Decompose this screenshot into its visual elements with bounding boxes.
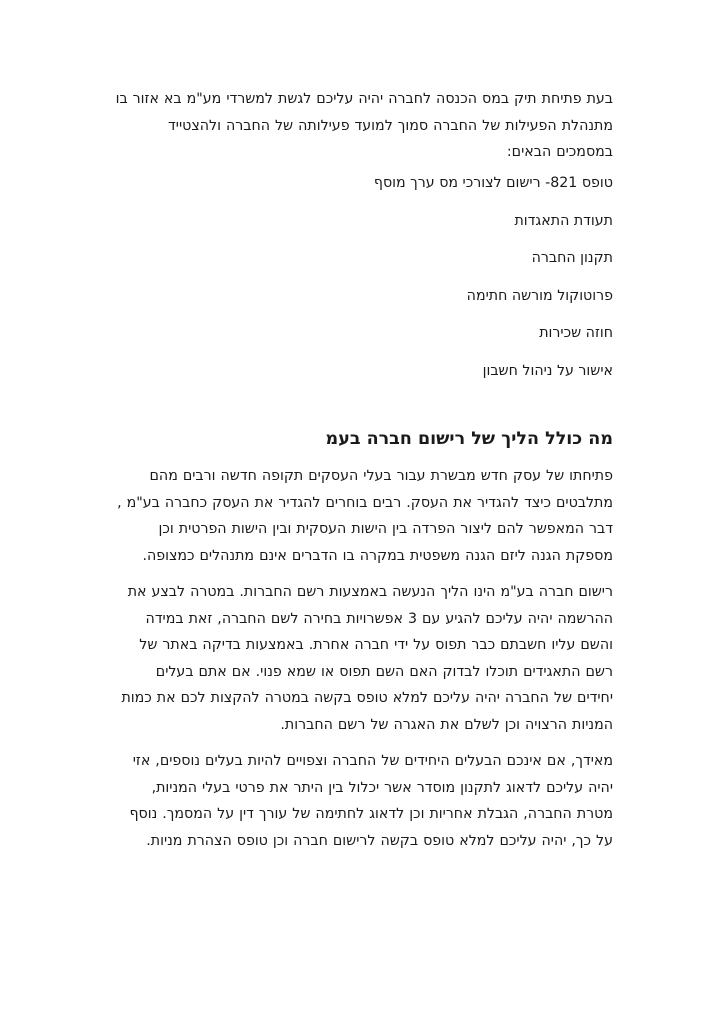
section-heading: מה כולל הליך של רישום חברה בעמ — [325, 429, 613, 449]
paragraph-line: ההרשמה יהיה עליכם להגיע עם 3 אפשרויות בחירה לשם החברה, זאת במידה — [145, 610, 613, 627]
paragraph-line: מספקת הגנה ליזם הגנה משפטית במקרה בו הדברים אינם מתנהלים כמצופה. — [142, 547, 613, 564]
document-item: טופס 821- רישום לצורכי מס ערך מוסף — [373, 174, 613, 191]
paragraph-line: יחידים של החברה יהיה עליכם למלא טופס בקשה במטרה להקצות לכם את כמות — [121, 690, 613, 706]
body-paragraph-1 — [108, 463, 613, 569]
paragraph-line: מתלבטים כיצד להגדיר את העסק. רבים בוחרים להגדיר את העסק כחברה בע"מ , — [117, 494, 613, 511]
body-paragraph-3 — [108, 748, 613, 854]
document-item: פרוטוקול מורשה חתימה — [466, 287, 613, 304]
paragraph-line: המניות הרצויה וכן לשלם את האגרה של רשם החברות. — [280, 716, 613, 733]
paragraph-line: רישום חברה בע"מ הינו הליך הנעשה באמצעות רשם החברות. במטרה לבצע את — [127, 584, 613, 600]
intro-line: בעת פתיחת תיק במס הכנסה לחברה יהיה עליכם לגשת למשרדי מע"מ בא אזור בו — [115, 91, 613, 107]
intro-paragraph — [108, 86, 613, 166]
paragraph-line: פתיחתו של עסק חדש מבשרת עבור בעלי העסקים תקופה חדשה ורבים מהם — [149, 468, 613, 484]
intro-line: במסמכים הבאים: — [506, 144, 613, 160]
document-item: חוזה שכירות — [539, 325, 613, 341]
paragraph-line: רשם התאגידים תוכלו לבדוק האם השם תפוס או שמא פנוי. אם אתם בעלים — [155, 663, 613, 680]
paragraph-line: יהיה עליכם לדאוג לתקנון מוסדר אשר יכלול בין היתר את פרטי בעלי המניות, — [151, 779, 613, 796]
body-paragraph-2 — [108, 579, 613, 738]
paragraph-line: דבר המאפשר להם ליצור הפרדה בין הישות העסקית ובין הישות הפרטית וכן — [158, 521, 613, 537]
required-documents-list — [108, 170, 613, 396]
document-item: אישור על ניהול חשבון — [482, 362, 613, 379]
document-item: תקנון החברה — [531, 250, 613, 266]
document-item: תעודת התאגדות — [514, 212, 613, 229]
paragraph-line: והשם עליו חשבתם כבר תפוס על ידי חברה אחרת. באמצעות בדיקה באתר של — [139, 637, 613, 653]
intro-line: מתנהלת הפעילות של החברה סמוך למועד פעילותה של החברה ולהצטייד — [168, 117, 613, 134]
paragraph-line: מאידך, אם אינכם הבעלים היחידים של החברה וצפויים להיות בעלים נוספים, אזי — [132, 753, 613, 769]
paragraph-line: מטרת החברה, הגבלת אחריות וכן לדאוג לחתימה של עורך דין על המסמך. נוסף — [129, 806, 613, 822]
paragraph-line: על כך, יהיה עליכם למלא טופס בקשה לרישום חברה וכן טופס הצהרת מניות. — [146, 832, 613, 849]
